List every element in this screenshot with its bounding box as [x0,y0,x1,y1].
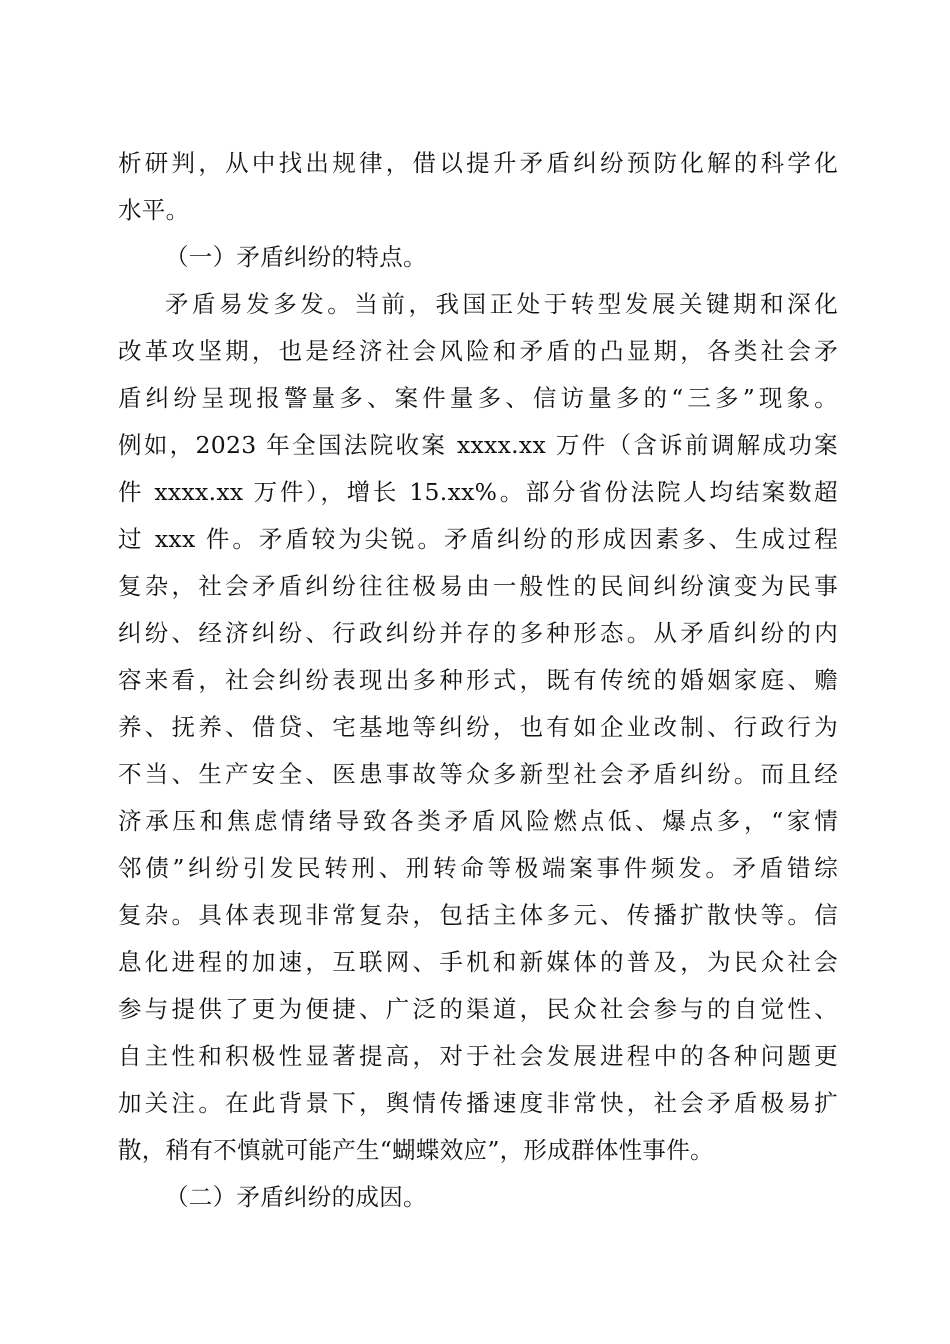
paragraph-line: 自主性和积极性显著提高，对于社会发展进程中的各种问题更 [118,1042,838,1070]
document-body [118,140,838,1221]
paragraph-line: 复杂，社会矛盾纠纷往往极易由一般性的民间纠纷演变为民事 [118,572,838,600]
paragraph-line: 养、抚养、借贷、宅基地等纠纷，也有如企业改制、行政行为 [118,713,838,741]
paragraph-line: 散，稍有不慎就可能产生“蝴蝶效应”，形成群体性事件。 [118,1136,714,1164]
paragraph-line: 过 xxx 件。矛盾较为尖锐。矛盾纠纷的形成因素多、生成过程 [118,525,838,553]
paragraph-line: 水平。 [118,196,190,224]
paragraph-line: 不当、生产安全、医患事故等众多新型社会矛盾纠纷。而且经 [118,760,838,788]
paragraph-line: 析研判，从中找出规律，借以提升矛盾纠纷预防化解的科学化 [118,149,838,177]
section-heading-2: （二）矛盾纠纷的成因。 [165,1183,427,1211]
paragraph-line: 复杂。具体表现非常复杂，包括主体多元、传播扩散快等。信 [118,901,838,929]
paragraph-line: 息化进程的加速，互联网、手机和新媒体的普及，为民众社会 [118,948,838,976]
paragraph-line: 盾纠纷呈现报警量多、案件量多、信访量多的“三多”现象。 [118,384,838,412]
paragraph-line: 纠纷、经济纠纷、行政纠纷并存的多种形态。从矛盾纠纷的内 [118,619,838,647]
paragraph-line: 改革攻坚期，也是经济社会风险和矛盾的凸显期，各类社会矛 [118,337,838,365]
paragraph-line: 矛盾易发多发。当前，我国正处于转型发展关键期和深化 [165,290,838,318]
paragraph-line: 济承压和焦虑情绪导致各类矛盾风险燃点低、爆点多，“家情 [118,807,838,835]
paragraph-line: 件 xxxx.xx 万件），增长 15.xx%。部分省份法院人均结案数超 [118,478,838,506]
paragraph-line: 参与提供了更为便捷、广泛的渠道，民众社会参与的自觉性、 [118,995,838,1023]
paragraph-line: 加关注。在此背景下，舆情传播速度非常快，社会矛盾极易扩 [118,1089,838,1117]
paragraph-line: 例如，2023 年全国法院收案 xxxx.xx 万件（含诉前调解成功案 [118,431,838,459]
paragraph-line: 邻债”纠纷引发民转刑、刑转命等极端案事件频发。矛盾错综 [118,854,838,882]
paragraph-line: 容来看，社会纠纷表现出多种形式，既有传统的婚姻家庭、赡 [118,666,838,694]
section-heading-1: （一）矛盾纠纷的特点。 [165,243,427,271]
